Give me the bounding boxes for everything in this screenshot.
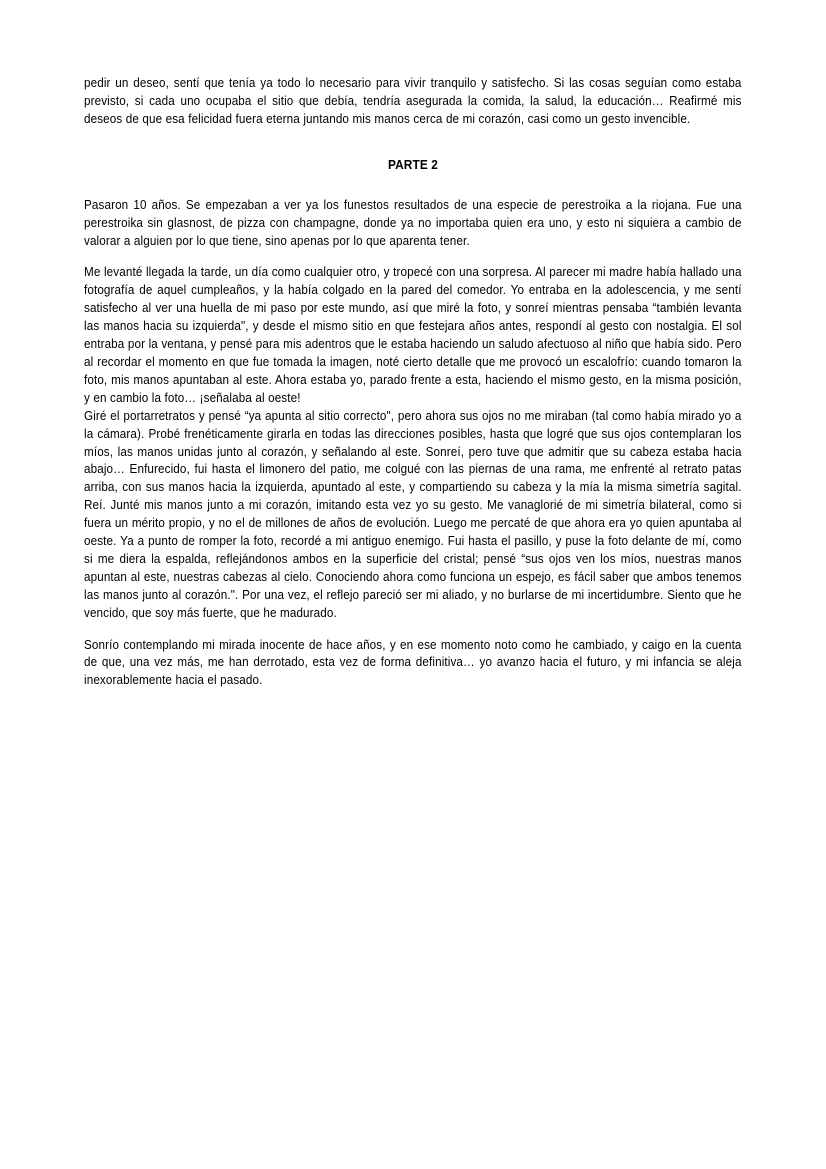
paragraph-2: Pasaron 10 años. Se empezaban a ver ya los funestos resultados de una especie de perestroika a la riojana. Fue una perestroika sin glasnost, de pizza con champagne, donde ya no importaba quien era uno, y esto ni siquiera a cambio de valorar a alguien por lo que tiene, sino apenas por lo que aparenta tener. bbox=[84, 196, 742, 248]
paragraph-5: Sonrío contemplando mi mirada inocente de hace años, y en ese momento noto como he cambiado, y caigo en la cuenta de que, una vez más, me han derrotado, esta vez de forma definitiva… yo avanzo hacia el futuro, y mi infancia se aleja inexorablemente hacia el pasado. bbox=[84, 636, 742, 688]
part-heading-block bbox=[84, 142, 742, 196]
paragraph-4: Giré el portarretratos y pensé “ya apunta al sitio correcto", pero ahora sus ojos no me miraban (tal como había mirado yo a la cámara). Probé frenéticamente girarla en todas las direcciones posibles, hasta que logré que sus ojos contemplaran los míos, las manos unidas junto al corazón, y señalando al este. Sonreí, pero tuve que admitir que su cabeza estaba hacia abajo… Enfurecido, fui hasta el limonero del patio, me colgué con las piernas de una rama, me enfrenté al retrato patas arriba, con sus manos hacia la izquierda, apuntado al este, y compartiendo su cabeza y la mía la misma simetría sagital. Reí. Junté mis manos junto a mi corazón, imitando esta vez yo su gesto. Me vanaglorié de mi simetría bilateral, como si fuera un mérito propio, y no el de millones de años de evolución. Luego me percaté de que ahora era yo quien apuntaba al oeste. Ya a punto de romper la foto, recordé a mi antiguo enemigo. Fui hasta el pasillo, y puse la foto delante de mí, como si me diera la espalda, reflejándonos ambos en la superficie del cristal; pensé “sus ojos ven los míos, nuestras manos apuntan al este, nuestras cabezas al cielo. Conociendo ahora como funciona un espejo, es fácil saber que ambos tenemos las manos junto al corazón.". Por una vez, el reflejo pareció ser mi aliado, y no burlarse de mi incertidumbre. Siento que he vencido, que soy más fuerte, que he madurado. bbox=[84, 407, 742, 620]
paragraph-3: Me levanté llegada la tarde, un día como cualquier otro, y tropecé con una sorpresa. Al parecer mi madre había hallado una fotografía de aquel cumpleaños, y la había colgado en la pared del comedor. Yo entraba en la adolescencia, y me sentí satisfecho al ver una huella de mi paso por este mundo, así que miré la foto, y sonreí mientras pensaba “también levanta las manos hacia su izquierda", y desde el mismo sitio en que festejara años antes, respondí al gesto con nostalgia. El sol entraba por la ventana, y pensé para mis adentros que le estaba haciendo un saludo afectuoso al niño que había sido. Pero al recordar el momento en que fue tomada la imagen, noté cierto detalle que me provocó un escalofrío: cuando tomaron la foto, mis manos apuntaban al este. Ahora estaba yo, parado frente a esta, haciendo el mismo gesto, en la misma posición, y en cambio la foto… ¡señalaba al oeste! bbox=[84, 264, 742, 405]
document-text-column bbox=[84, 74, 742, 703]
paragraph-1: pedir un deseo, sentí que tenía ya todo lo necesario para vivir tranquilo y satisfecho. Si las cosas seguían como estaba previsto, si cada uno ocupaba el sitio que debía, tendría asegurada la comida, la salud, la educación… Reafirmé mis deseos de que esa felicidad fuera eterna juntando mis manos cerca de mi corazón, casi como un gesto invencible. bbox=[84, 75, 742, 126]
page-title: PARTE 2 bbox=[387, 156, 439, 172]
heading-spacer-above bbox=[84, 142, 742, 156]
heading-spacer-below bbox=[84, 174, 742, 196]
